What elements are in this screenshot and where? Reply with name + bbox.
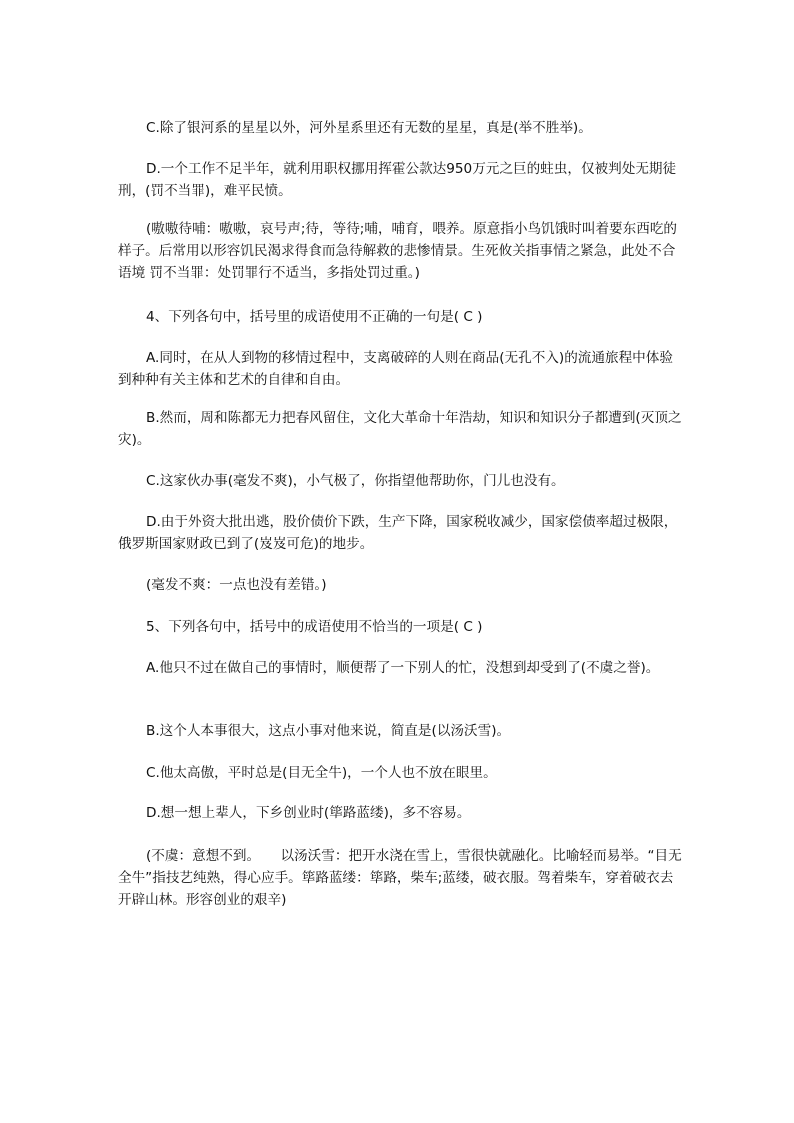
question-4-option-a: A.同时，在从人到物的移情过程中，支离破碎的人则在商品(无孔不入)的流通旅程中体验到种种有关主体和艺术的自律和自由。 (118, 350, 673, 388)
explanation-paragraph: (嗷嗷待哺：嗷嗷，哀号声;待，等待;哺，哺育，喂养。原意指小鸟饥饿时叫着要东西吃的样子。后常用以形容饥民渴求得食而急待解救的悲惨情景。生死攸关指事情之紧急，此处不合语境 罚不当罪：处罚罪行不适当，多指处罚过重。) (118, 221, 678, 281)
question-5-option-a: A.他只不过在做自己的事情时，顺便帮了一下别人的忙，没想到却受到了(不虞之誉)。 (146, 660, 660, 676)
question-5-option-b: B.这个人本事很大，这点小事对他来说，简直是(以汤沃雪)。 (146, 723, 511, 739)
option-c-paragraph: C.除了银河系的星星以外，河外星系里还有无数的星星，真是(举不胜举)。 (146, 120, 592, 136)
question-4-option-d: D.由于外资大批出逃，股价债价下跌，生产下降，国家税收减少，国家偿债率超过极限，俄罗斯国家财政已到了(岌岌可危)的地步。 (118, 514, 678, 552)
question-4-option-b: B.然而，周和陈都无力把春风留住，文化大革命十年浩劫，知识和知识分子都遭到(灭顶之灾)。 (118, 410, 682, 448)
option-d-paragraph: D.一个工作不足半年，就利用职权挪用挥霍公款达950万元之巨的蛀虫，仅被判处无期徒刑，(罚不当罪)，难平民愤。 (118, 161, 677, 199)
question-4-heading: 4、下列各句中，括号里的成语使用不正确的一句是( C ) (146, 309, 483, 325)
question-5-option-c: C.他太高傲，平时总是(目无全牛)，一个人也不放在眼里。 (146, 765, 497, 781)
question-4-option-c: C.这家伙办事(毫发不爽)，小气极了，你指望他帮助你，门儿也没有。 (146, 473, 565, 489)
question-5-heading: 5、下列各句中，括号中的成语使用不恰当的一项是( C ) (146, 619, 483, 635)
question-4-explanation: (毫发不爽：一点也没有差错。) (146, 577, 327, 593)
question-5-explanation: (不虞：意想不到。 以汤沃雪：把开水浇在雪上，雪很快就融化。比喻轻而易举。“目无全牛”指技艺纯熟，得心应手。筚路蓝缕：筚路，柴车;蓝缕，破衣服。驾着柴车，穿着破衣去开辟山林。形容创业的艰辛) (118, 848, 682, 908)
question-5-option-d: D.想一想上辈人，下乡创业时(筚路蓝缕)，多不容易。 (146, 805, 471, 821)
